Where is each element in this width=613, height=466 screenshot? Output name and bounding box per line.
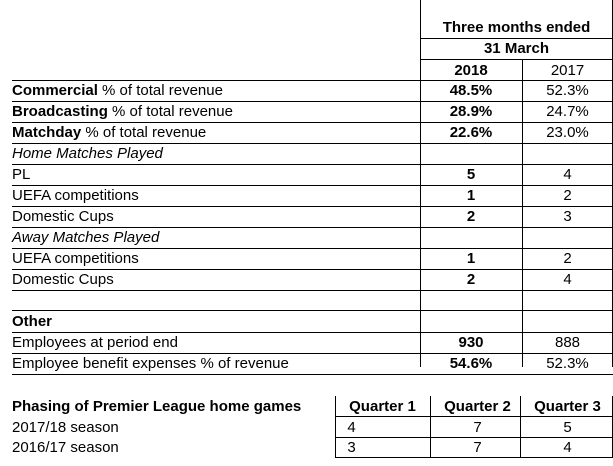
- row-label-bold: Commercial: [12, 82, 98, 99]
- quarter-value: 4: [563, 439, 572, 456]
- table-row: [12, 164, 613, 185]
- section-heading: [12, 227, 613, 248]
- col-2018: 2018: [454, 62, 488, 79]
- row-label: PL: [12, 166, 31, 183]
- phasing-divider: [430, 396, 431, 457]
- other-heading: Other: [12, 313, 53, 330]
- value-2017: 2: [563, 187, 572, 204]
- row-rule: [12, 290, 613, 291]
- table-row: [12, 269, 613, 290]
- quarter-1-header: Quarter 1: [349, 398, 416, 415]
- row-label-bold: Matchday: [12, 124, 82, 141]
- period-header: Three months ended: [442, 19, 591, 36]
- table-row: [12, 248, 613, 269]
- phasing-divider: [335, 396, 336, 457]
- away-heading: Away Matches Played: [12, 229, 160, 246]
- quarter-value: 7: [473, 439, 482, 456]
- value-2017: 24.7%: [546, 103, 589, 120]
- quarter-value: 3: [347, 439, 356, 456]
- row-label: Employee benefit expenses % of revenue: [12, 355, 289, 372]
- value-2018: 54.6%: [449, 355, 493, 372]
- value-2018: 22.6%: [449, 124, 493, 141]
- value-2018: 28.9%: [449, 103, 493, 120]
- quarter-3-header: Quarter 3: [534, 398, 601, 415]
- section-heading: [12, 143, 613, 164]
- value-2017: 52.3%: [546, 82, 589, 99]
- value-2017: 52.3%: [546, 355, 589, 372]
- table-row: [12, 417, 613, 438]
- col-2017: 2017: [550, 62, 585, 79]
- quarter-2-header: Quarter 2: [444, 398, 511, 415]
- phasing-title: Phasing of Premier League home games: [12, 398, 302, 415]
- table-row: [12, 353, 613, 374]
- row-label: Domestic Cups: [12, 208, 114, 225]
- value-2017: 4: [563, 271, 572, 288]
- phasing-divider: [520, 396, 521, 457]
- season-label: 2016/17 season: [12, 439, 119, 456]
- table-row: [12, 101, 613, 122]
- value-2018: 2: [466, 271, 476, 288]
- table-row: [12, 437, 613, 458]
- value-2018: 1: [466, 187, 476, 204]
- value-2018: 930: [458, 334, 484, 351]
- value-2017: 4: [563, 166, 572, 183]
- value-2018: 48.5%: [449, 82, 493, 99]
- row-rule: [12, 374, 613, 375]
- table-row: [12, 122, 613, 143]
- quarter-value: 7: [473, 419, 482, 436]
- section-heading: [12, 311, 613, 332]
- period-date: 31 March: [483, 40, 550, 57]
- header-rule: [420, 59, 613, 60]
- value-2018: 1: [466, 250, 476, 267]
- header-rule: [420, 38, 613, 39]
- value-2017: 23.0%: [546, 124, 589, 141]
- table-row: [12, 206, 613, 227]
- quarter-value: 4: [347, 419, 356, 436]
- row-label: UEFA competitions: [12, 250, 139, 267]
- row-label: Employees at period end: [12, 334, 178, 351]
- season-label: 2017/18 season: [12, 419, 119, 436]
- row-label-bold: Broadcasting: [12, 103, 108, 120]
- value-2017: 3: [563, 208, 572, 225]
- phasing-header: [12, 396, 613, 417]
- table-row: [12, 185, 613, 206]
- row-label: Domestic Cups: [12, 271, 114, 288]
- row-label: % of total revenue: [97, 82, 223, 99]
- row-label: UEFA competitions: [12, 187, 139, 204]
- value-2018: 5: [466, 166, 476, 183]
- phasing-rule: [335, 457, 613, 458]
- home-heading: Home Matches Played: [12, 145, 163, 162]
- value-2017: 888: [554, 334, 581, 351]
- table-row: [12, 332, 613, 353]
- quarter-value: 5: [563, 419, 572, 436]
- value-2018: 2: [466, 208, 476, 225]
- table-row: [12, 80, 613, 101]
- row-label: % of total revenue: [107, 103, 233, 120]
- row-label: % of total revenue: [81, 124, 207, 141]
- value-2017: 2: [563, 250, 572, 267]
